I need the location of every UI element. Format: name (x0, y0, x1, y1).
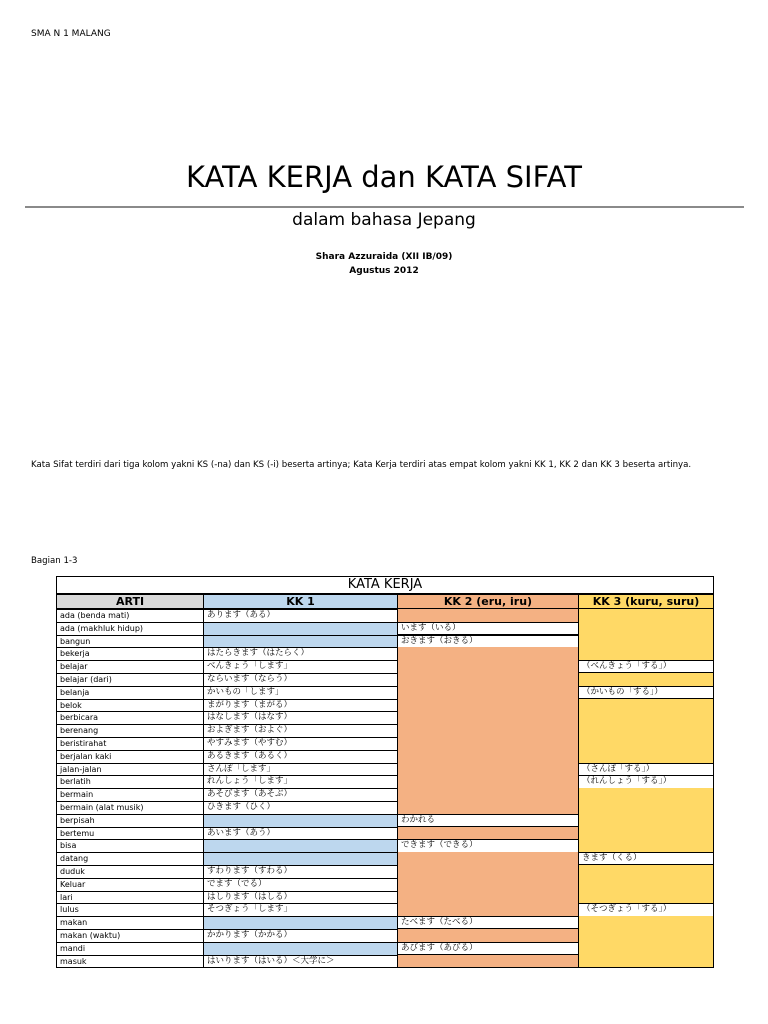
table-cell (203, 814, 398, 827)
table-cell (397, 737, 579, 750)
table-cell (397, 891, 579, 904)
table-cell (397, 647, 579, 660)
page-title: KATA KERJA dan KATA SIFAT (186, 160, 582, 194)
table-cell (578, 814, 714, 827)
table-cell: わかれる (397, 814, 579, 827)
table-cell (578, 865, 714, 878)
table-cell (578, 827, 714, 840)
table-cell (578, 942, 714, 955)
table-cell (203, 635, 398, 648)
table-cell (397, 660, 579, 673)
table-cell (203, 942, 398, 955)
date: Agustus 2012 (349, 266, 419, 276)
table-cell (578, 622, 714, 635)
table-cell: あそびます（あそぶ） (203, 788, 398, 801)
table-cell (397, 763, 579, 776)
table-cell: （さんぽ「する」） (578, 763, 714, 776)
table-cell (397, 929, 579, 942)
table-cell (578, 711, 714, 724)
table-cell (397, 724, 579, 737)
table-cell: やすみます（やすむ） (203, 737, 398, 750)
table-cell: ada (makhluk hidup) (56, 622, 204, 635)
table-cell: あります（ある） (203, 609, 398, 622)
table-cell: います（いる） (397, 622, 579, 635)
table-cell (397, 788, 579, 801)
table-cell: bermain (56, 788, 204, 801)
table-cell (578, 750, 714, 763)
table-cell (578, 737, 714, 750)
table-cell: はいります（はいる）＜大学に＞ (203, 955, 398, 968)
table-cell (397, 711, 579, 724)
table-cell: すわります（すわる） (203, 865, 398, 878)
table-cell (578, 916, 714, 929)
table-cell: おきます（おきる） (397, 635, 579, 648)
table-cell: できます（できる） (397, 839, 579, 852)
section-label: Bagian 1-3 (31, 556, 78, 566)
table-cell: はなします（はなす） (203, 711, 398, 724)
school-name: SMA N 1 MALANG (31, 29, 111, 39)
table-cell (203, 622, 398, 635)
table-cell (578, 878, 714, 891)
table-cell: （そつぎょう「する」） (578, 903, 714, 916)
table-cell: ada (benda mati) (56, 609, 204, 622)
table-cell (397, 878, 579, 891)
table-cell (397, 775, 579, 788)
table-cell (578, 891, 714, 904)
table-cell (578, 673, 714, 686)
table-cell (397, 865, 579, 878)
table-cell (578, 647, 714, 660)
table-cell: makan (56, 916, 204, 929)
table-cell: たべます（たべる） (397, 916, 579, 929)
table-cell: masuk (56, 955, 204, 968)
table-cell (397, 955, 579, 968)
header-kk2: KK 2 (eru, iru) (397, 594, 579, 609)
table-cell (578, 788, 714, 801)
table-cell (578, 609, 714, 622)
table-cell: でます（でる） (203, 878, 398, 891)
table-cell (397, 686, 579, 699)
table-cell: Keluar (56, 878, 204, 891)
table-cell: べんきょう「します」 (203, 660, 398, 673)
table-cell: beristirahat (56, 737, 204, 750)
table-cell: berlatih (56, 775, 204, 788)
table-cell (397, 827, 579, 840)
table-cell: berbicara (56, 711, 204, 724)
table-cell: （れんしょう「する」） (578, 775, 714, 788)
author: Shara Azzuraida (XII IB/09) (315, 252, 453, 262)
table-cell (397, 801, 579, 814)
table-cell: はたらきます（はたらく） (203, 647, 398, 660)
table-cell: belajar (56, 660, 204, 673)
table-cell: lari (56, 891, 204, 904)
table-cell: およぎます（およぐ） (203, 724, 398, 737)
table-cell (578, 635, 714, 648)
table-cell (578, 801, 714, 814)
table-cell (397, 852, 579, 865)
table-cell: berpisah (56, 814, 204, 827)
table-cell: berjalan kaki (56, 750, 204, 763)
table-cell: れんしょう「します」 (203, 775, 398, 788)
table-cell: かかります（かかる） (203, 929, 398, 942)
table-cell: belok (56, 699, 204, 712)
table-cell: bertemu (56, 827, 204, 840)
table-cell: lulus (56, 903, 204, 916)
table-cell (578, 929, 714, 942)
table-cell: belanja (56, 686, 204, 699)
intro-paragraph: Kata Sifat terdiri dari tiga kolom yakni KS (-na) dan KS (-i) beserta artinya; Kata Kerja terdiri atas empat kolom yakni KK 1, KK 2 dan KK 3 beserta artinya. (31, 460, 692, 470)
table-cell (397, 609, 579, 622)
table-cell: （べんきょう「する」） (578, 660, 714, 673)
table-cell: bermain (alat musik) (56, 801, 204, 814)
table-title: KATA KERJA (56, 576, 714, 594)
table-cell (397, 750, 579, 763)
table-cell (397, 673, 579, 686)
table-cell (397, 903, 579, 916)
header-kk3: KK 3 (kuru, suru) (578, 594, 714, 609)
table-cell: あいます（あう） (203, 827, 398, 840)
table-cell (203, 839, 398, 852)
table-cell: あるきます（あるく） (203, 750, 398, 763)
table-cell (578, 724, 714, 737)
table-cell: datang (56, 852, 204, 865)
title-divider (25, 206, 744, 208)
table-cell: はしります（はしる） (203, 891, 398, 904)
table-cell: mandi (56, 942, 204, 955)
table-cell: bisa (56, 839, 204, 852)
table-cell: jalan-jalan (56, 763, 204, 776)
page-subtitle: dalam bahasa Jepang (292, 210, 476, 230)
table-cell (397, 699, 579, 712)
table-cell (203, 852, 398, 865)
table-cell: duduk (56, 865, 204, 878)
table-cell: bekerja (56, 647, 204, 660)
table-cell: berenang (56, 724, 204, 737)
table-cell: bangun (56, 635, 204, 648)
table-cell: そつぎょう「します」 (203, 903, 398, 916)
table-cell (578, 839, 714, 852)
verb-table (56, 576, 714, 964)
table-cell: makan (waktu) (56, 929, 204, 942)
table-cell: まがります（まがる） (203, 699, 398, 712)
table-cell: さんぽ「します」 (203, 763, 398, 776)
table-cell (203, 916, 398, 929)
table-cell: あびます（あびる） (397, 942, 579, 955)
table-cell (578, 699, 714, 712)
header-arti: ARTI (56, 594, 204, 609)
table-cell: （かいもの「する」） (578, 686, 714, 699)
table-cell: きます（くる） (578, 852, 714, 865)
header-kk1: KK 1 (203, 594, 398, 609)
table-cell (578, 955, 714, 968)
table-cell: ひきます（ひく） (203, 801, 398, 814)
table-cell: かいもの「します」 (203, 686, 398, 699)
table-cell: belajar (dari) (56, 673, 204, 686)
table-cell: ならいます（ならう） (203, 673, 398, 686)
